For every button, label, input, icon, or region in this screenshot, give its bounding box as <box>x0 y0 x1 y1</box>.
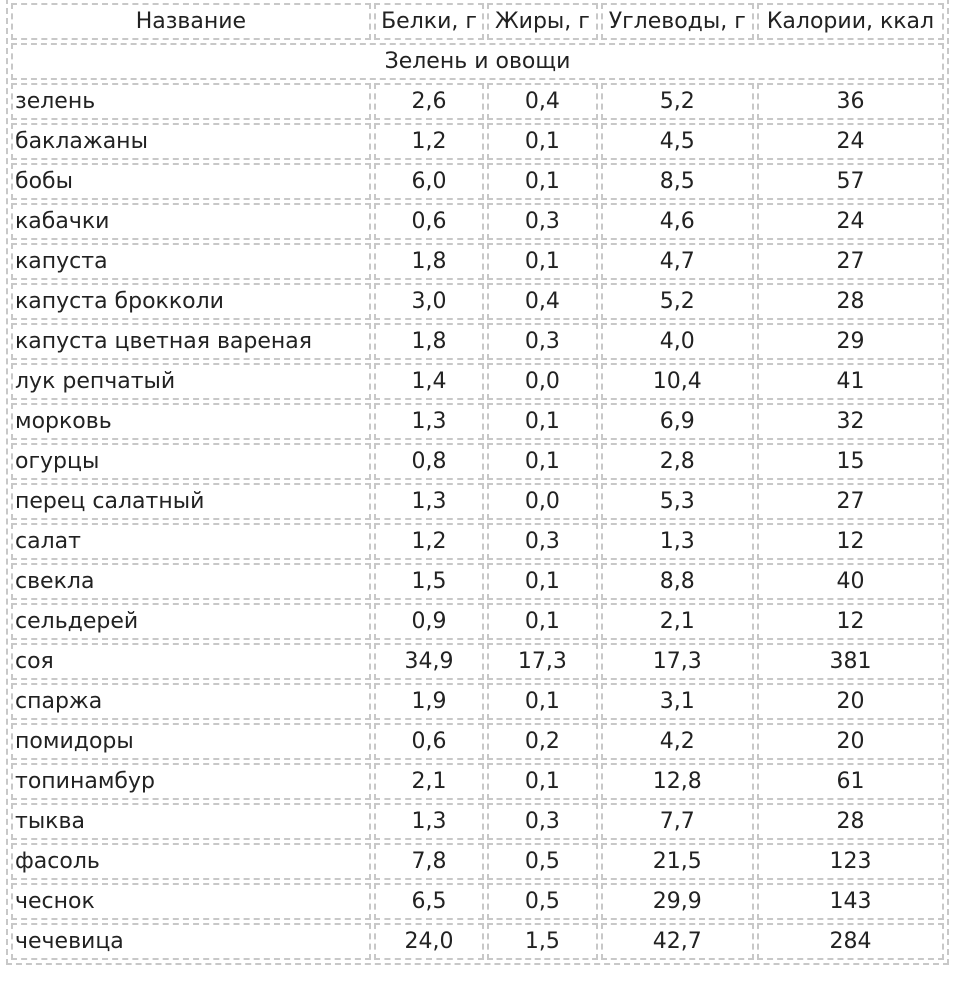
cell-name: тыква <box>11 803 371 840</box>
cell-fat: 0,0 <box>487 483 597 520</box>
cell-protein: 1,3 <box>374 403 484 440</box>
header-calories: Калории, ккал <box>757 3 944 40</box>
cell-fat: 0,0 <box>487 363 597 400</box>
cell-carbs: 4,6 <box>601 203 754 240</box>
nutrition-table <box>6 0 949 965</box>
cell-fat: 0,5 <box>487 843 597 880</box>
table-row <box>11 163 944 200</box>
cell-fat: 0,1 <box>487 243 597 280</box>
table-row <box>11 603 944 640</box>
table-row <box>11 83 944 120</box>
cell-fat: 0,4 <box>487 283 597 320</box>
table-row <box>11 723 944 760</box>
cell-protein: 7,8 <box>374 843 484 880</box>
table-row <box>11 683 944 720</box>
cell-carbs: 1,3 <box>601 523 754 560</box>
cell-protein: 1,8 <box>374 323 484 360</box>
cell-carbs: 5,2 <box>601 83 754 120</box>
cell-name: огурцы <box>11 443 371 480</box>
cell-calories: 27 <box>757 483 944 520</box>
table-row <box>11 563 944 600</box>
cell-protein: 1,2 <box>374 523 484 560</box>
table-row <box>11 843 944 880</box>
cell-carbs: 2,8 <box>601 443 754 480</box>
header-name: Название <box>11 3 371 40</box>
cell-name: спаржа <box>11 683 371 720</box>
cell-carbs: 2,1 <box>601 603 754 640</box>
cell-carbs: 29,9 <box>601 883 754 920</box>
table-row <box>11 483 944 520</box>
cell-name: баклажаны <box>11 123 371 160</box>
cell-protein: 1,4 <box>374 363 484 400</box>
cell-name: салат <box>11 523 371 560</box>
cell-protein: 0,8 <box>374 443 484 480</box>
table-row <box>11 323 944 360</box>
cell-carbs: 42,7 <box>601 923 754 960</box>
table-row <box>11 803 944 840</box>
cell-name: топинамбур <box>11 763 371 800</box>
cell-protein: 1,9 <box>374 683 484 720</box>
cell-calories: 61 <box>757 763 944 800</box>
cell-calories: 143 <box>757 883 944 920</box>
cell-protein: 6,0 <box>374 163 484 200</box>
cell-calories: 27 <box>757 243 944 280</box>
cell-fat: 0,3 <box>487 803 597 840</box>
cell-fat: 0,1 <box>487 403 597 440</box>
cell-name: капуста <box>11 243 371 280</box>
cell-protein: 1,8 <box>374 243 484 280</box>
cell-calories: 28 <box>757 803 944 840</box>
cell-fat: 0,1 <box>487 763 597 800</box>
cell-fat: 17,3 <box>487 643 597 680</box>
cell-fat: 0,3 <box>487 523 597 560</box>
cell-fat: 0,1 <box>487 563 597 600</box>
cell-protein: 24,0 <box>374 923 484 960</box>
cell-fat: 0,2 <box>487 723 597 760</box>
cell-name: перец салатный <box>11 483 371 520</box>
cell-name: лук репчатый <box>11 363 371 400</box>
cell-calories: 123 <box>757 843 944 880</box>
cell-protein: 1,2 <box>374 123 484 160</box>
cell-protein: 6,5 <box>374 883 484 920</box>
table-row <box>11 283 944 320</box>
cell-protein: 3,0 <box>374 283 484 320</box>
cell-calories: 284 <box>757 923 944 960</box>
cell-name: капуста цветная вареная <box>11 323 371 360</box>
cell-protein: 1,3 <box>374 483 484 520</box>
cell-calories: 12 <box>757 523 944 560</box>
cell-fat: 0,1 <box>487 443 597 480</box>
cell-name: соя <box>11 643 371 680</box>
cell-calories: 36 <box>757 83 944 120</box>
cell-protein: 0,6 <box>374 723 484 760</box>
cell-calories: 20 <box>757 683 944 720</box>
cell-fat: 0,1 <box>487 123 597 160</box>
cell-carbs: 8,5 <box>601 163 754 200</box>
cell-fat: 0,1 <box>487 603 597 640</box>
cell-fat: 0,3 <box>487 203 597 240</box>
table-row <box>11 363 944 400</box>
cell-calories: 29 <box>757 323 944 360</box>
table-row <box>11 923 944 960</box>
table-row <box>11 243 944 280</box>
table-row <box>11 443 944 480</box>
cell-name: бобы <box>11 163 371 200</box>
cell-calories: 57 <box>757 163 944 200</box>
cell-protein: 1,3 <box>374 803 484 840</box>
cell-carbs: 10,4 <box>601 363 754 400</box>
cell-protein: 0,9 <box>374 603 484 640</box>
cell-calories: 40 <box>757 563 944 600</box>
cell-protein: 1,5 <box>374 563 484 600</box>
cell-fat: 0,4 <box>487 83 597 120</box>
cell-carbs: 3,1 <box>601 683 754 720</box>
cell-carbs: 4,0 <box>601 323 754 360</box>
cell-carbs: 4,7 <box>601 243 754 280</box>
cell-name: сельдерей <box>11 603 371 640</box>
cell-fat: 0,1 <box>487 163 597 200</box>
cell-calories: 20 <box>757 723 944 760</box>
cell-fat: 1,5 <box>487 923 597 960</box>
cell-name: морковь <box>11 403 371 440</box>
cell-calories: 24 <box>757 123 944 160</box>
cell-carbs: 4,2 <box>601 723 754 760</box>
cell-carbs: 8,8 <box>601 563 754 600</box>
cell-protein: 2,6 <box>374 83 484 120</box>
cell-fat: 0,1 <box>487 683 597 720</box>
section-row <box>11 43 944 80</box>
cell-fat: 0,3 <box>487 323 597 360</box>
table-row <box>11 883 944 920</box>
table-row <box>11 403 944 440</box>
cell-carbs: 21,5 <box>601 843 754 880</box>
table-row <box>11 203 944 240</box>
header-row <box>11 3 944 40</box>
cell-carbs: 17,3 <box>601 643 754 680</box>
cell-carbs: 7,7 <box>601 803 754 840</box>
cell-calories: 15 <box>757 443 944 480</box>
cell-name: свекла <box>11 563 371 600</box>
cell-carbs: 6,9 <box>601 403 754 440</box>
header-carbs: Углеводы, г <box>601 3 754 40</box>
header-fat: Жиры, г <box>487 3 597 40</box>
cell-calories: 24 <box>757 203 944 240</box>
cell-calories: 32 <box>757 403 944 440</box>
cell-name: чеснок <box>11 883 371 920</box>
cell-protein: 0,6 <box>374 203 484 240</box>
header-protein: Белки, г <box>374 3 484 40</box>
table-container <box>6 0 949 1000</box>
table-row <box>11 643 944 680</box>
cell-name: помидоры <box>11 723 371 760</box>
cell-calories: 12 <box>757 603 944 640</box>
cell-carbs: 12,8 <box>601 763 754 800</box>
cell-name: чечевица <box>11 923 371 960</box>
cell-calories: 28 <box>757 283 944 320</box>
cell-carbs: 4,5 <box>601 123 754 160</box>
table-row <box>11 123 944 160</box>
cell-name: фасоль <box>11 843 371 880</box>
cell-name: зелень <box>11 83 371 120</box>
cell-protein: 34,9 <box>374 643 484 680</box>
cell-name: кабачки <box>11 203 371 240</box>
cell-name: капуста брокколи <box>11 283 371 320</box>
table-row <box>11 763 944 800</box>
table-row <box>11 523 944 560</box>
cell-carbs: 5,2 <box>601 283 754 320</box>
cell-carbs: 5,3 <box>601 483 754 520</box>
cell-calories: 41 <box>757 363 944 400</box>
section-title: Зелень и овощи <box>11 43 944 80</box>
cell-calories: 381 <box>757 643 944 680</box>
cell-protein: 2,1 <box>374 763 484 800</box>
cell-fat: 0,5 <box>487 883 597 920</box>
